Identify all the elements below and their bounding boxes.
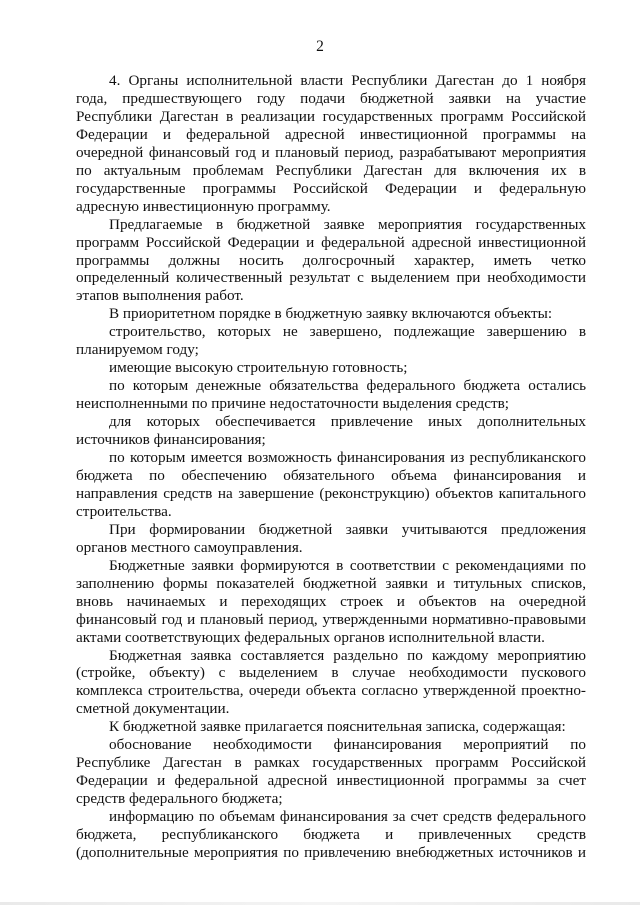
paragraph-local-proposals: При формировании бюджетной заявки учитываются предложения органов местного самоуправления. [76,520,586,556]
list-item-financing-information: информацию по объемам финансирования за счет средств федерального бюджета, республиканского бюджета и привлеченных средств (дополнительные мероприятия по привлечению внебюджетных источников и [76,808,586,861]
paragraph-priority-objects: В приоритетном порядке в бюджетную заявку включаются объекты: [109,305,553,323]
paragraph-proposed-measures: Предлагаемые в бюджетной заявке мероприятия государственных программ Российской Федерации и федеральной адресной инвестиционной программы должны носить долгосрочный характер, иметь четко определенный количественный результат с выделением при необходимости этапов выполнения работ. [76,215,586,305]
paragraph-separate-request: Бюджетная заявка составляется раздельно по каждому мероприятию (стройке, объекту) с выделением в случае необходимости пускового комплекса строительства, очереди объекта согласно утвержденной проектно-сметной документации. [76,646,586,718]
list-item-unfulfilled-obligations: по которым денежные обязательства федерального бюджета остались неисполненными по причине недостаточности выделения средств; [76,377,586,413]
list-item-additional-sources: для которых обеспечивается привлечение иных дополнительных источников финансирования; [76,413,586,449]
list-item-republican-financing: по которым имеется возможность финансирования из республиканского бюджета по обеспечению обязательного объема финансирования и направления средств на завершение (реконструкцию) объектов капитального строительства. [76,449,586,520]
list-item-high-readiness: имеющие высокую строительную готовность; [109,359,408,377]
paragraph-forming-requests: Бюджетные заявки формируются в соответствии с рекомендациями по заполнению формы показателей бюджетной заявки и титульных списков, вновь начинаемых и переходящих строек и объектов на очередной финансовый год и плановый период, утвержденными нормативно-правовыми актами соответствующих федеральных органов исполнительной власти. [76,556,586,646]
paragraph-explanatory-note: К бюджетной заявке прилагается пояснительная записка, содержащая: [109,718,566,736]
page-number: 2 [316,38,324,55]
list-item-unfinished-construction: строительство, которых не завершено, подлежащие завершению в планируемом году; [76,323,586,359]
document-body [76,72,586,862]
list-item-justification: обоснование необходимости финансирования мероприятий по Республике Дагестан в рамках государственных программ Российской Федерации и федеральной адресной инвестиционной программы за счет средств федерального бюджета; [76,736,586,808]
paragraph-executive-bodies: 4. Органы исполнительной власти Республики Дагестан до 1 ноября года, предшествующего году подачи бюджетной заявки на участие Республики Дагестан в реализации государственных программ Российской Федерации и федеральной адресной инвестиционной программы на очередной финансовый год и плановый период, разрабатывают мероприятия по актуальным проблемам Республики Дагестан для включения их в государственные программы Российской Федерации и федеральную адресную инвестиционную программу. [76,72,586,215]
